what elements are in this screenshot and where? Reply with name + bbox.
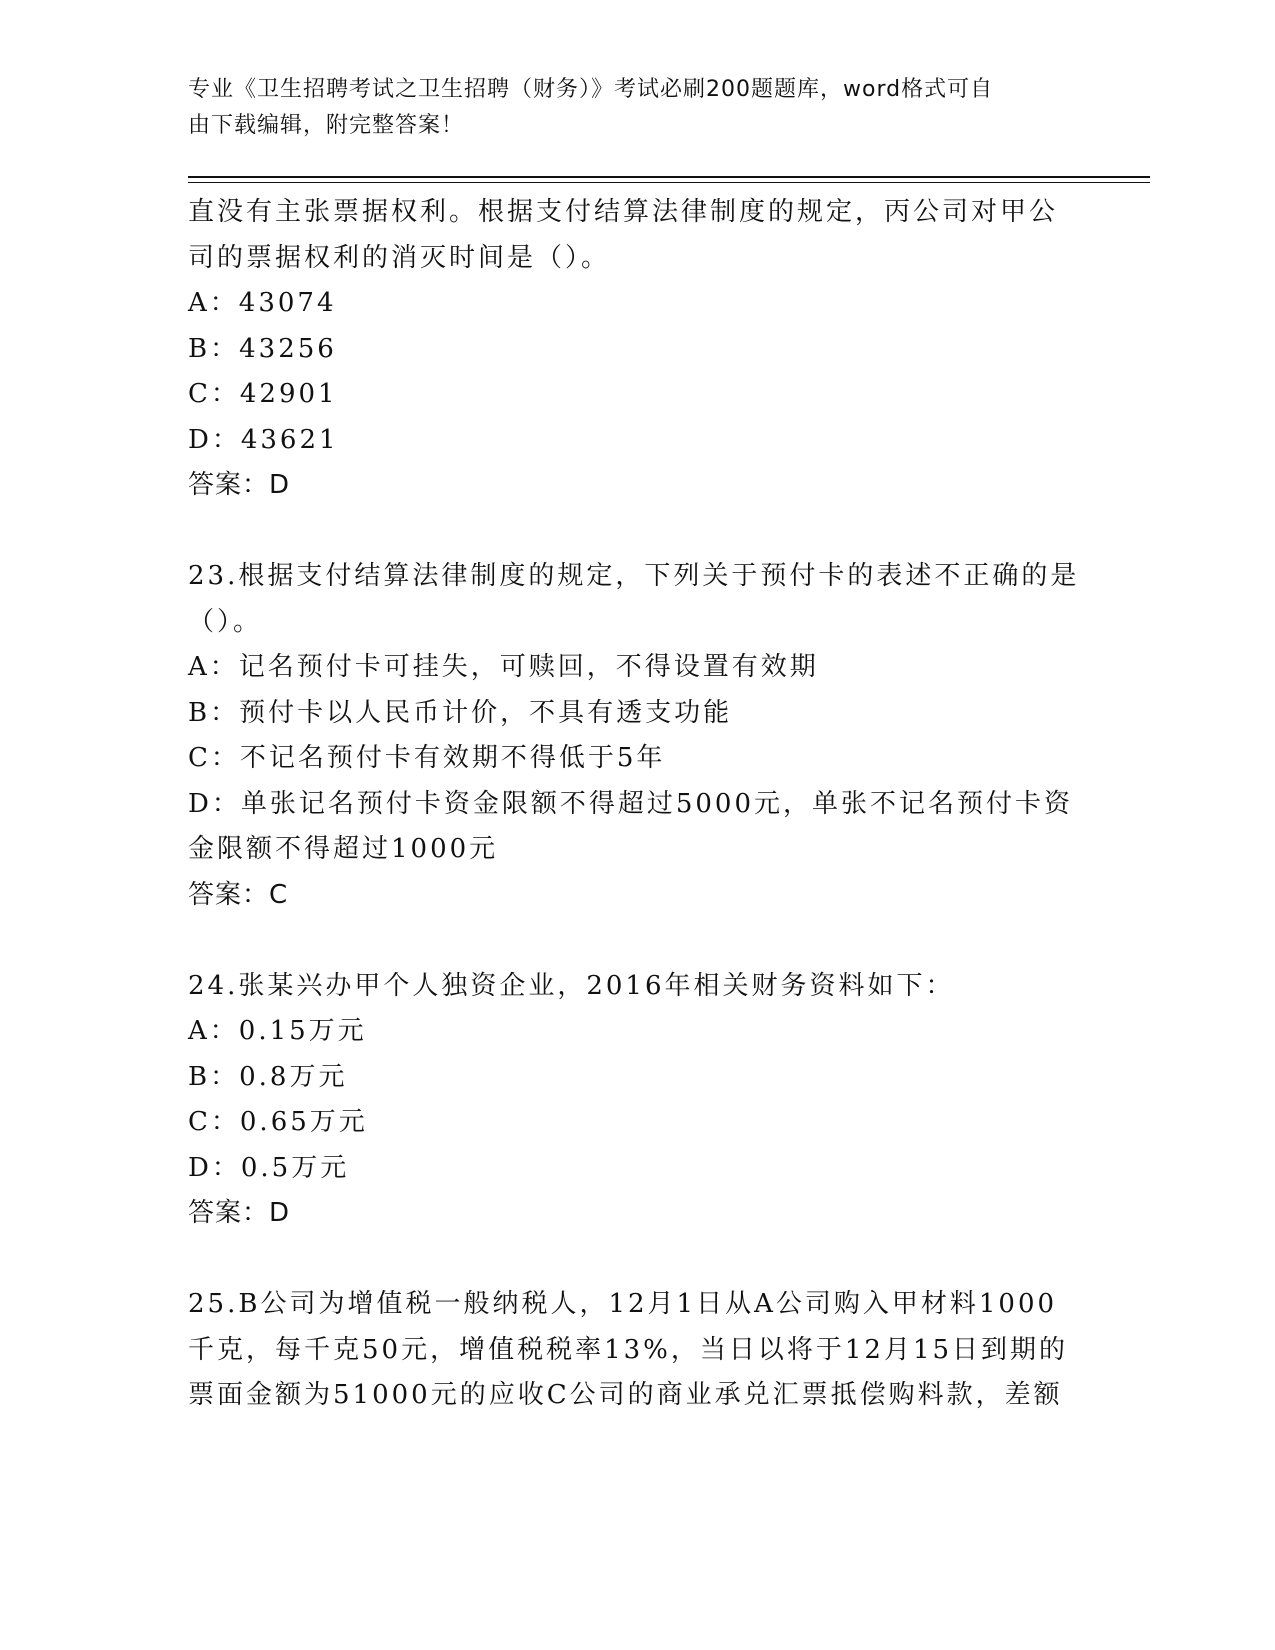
header-divider-thin: [188, 182, 1150, 183]
question-23-stem-line-2: （）。: [188, 606, 263, 637]
question-22-option-b: B：43256: [188, 333, 337, 364]
question-25-stem-line-2: 千克，每千克50元，增值税税率13%，当日以将于12月15日到期的: [188, 1334, 1069, 1365]
question-22-stem-line-1: 直没有主张票据权利。根据支付结算法律制度的规定，丙公司对甲公: [188, 197, 1059, 227]
question-25: [188, 1282, 1088, 1419]
question-22-option-c: C：42901: [188, 379, 338, 409]
header-line-2: 由下载编辑，附完整答案！: [188, 113, 465, 138]
question-23-answer: 答案：C: [188, 879, 289, 910]
header-line-1: 专业《卫生招聘考试之卫生招聘（财务）》考试必刷200题题库，word格式可自: [188, 77, 994, 102]
question-22-answer: 答案：D: [188, 470, 291, 500]
question-25-stem-line-3: 票面金额为51000元的应收C公司的商业承兑汇票抵偿购料款，差额: [188, 1380, 1063, 1410]
question-22: [188, 190, 1088, 509]
question-23-option-a: A：记名预付卡可挂失，可赎回，不得设置有效期: [188, 652, 819, 682]
question-22-stem-line-2: 司的票据权利的消灭时间是（）。: [188, 242, 611, 273]
question-23-option-b: B：预付卡以人民币计价，不具有透支功能: [188, 697, 733, 728]
question-24-stem-line-1: 24.张某兴办甲个人独资企业，2016年相关财务资料如下：: [188, 970, 955, 1001]
question-23: [188, 554, 1088, 918]
question-24: [188, 964, 1088, 1237]
question-24-option-c: C：0.65万元: [188, 1107, 368, 1137]
question-24-answer: 答案：D: [188, 1198, 291, 1228]
question-25-stem-line-1: 25.B公司为增值税一般纳税人，12月1日从A公司购入甲材料1000: [188, 1289, 1058, 1319]
question-24-option-d: D：0.5万元: [188, 1152, 350, 1183]
document-header: [188, 72, 1068, 144]
question-24-option-a: A：0.15万元: [188, 1016, 367, 1046]
question-23-option-d-line-2: 金限额不得超过1000元: [188, 834, 499, 864]
question-22-option-a: A：43074: [188, 288, 337, 318]
question-24-option-b: B：0.8万元: [188, 1061, 348, 1092]
question-23-option-d-line-1: D：单张记名预付卡资金限额不得超过5000元，单张不记名预付卡资: [188, 788, 1074, 819]
question-spacer: [188, 509, 1088, 555]
header-divider-thick: [188, 176, 1150, 178]
question-spacer: [188, 918, 1088, 964]
question-22-option-d: D：43621: [188, 424, 339, 455]
question-spacer: [188, 1237, 1088, 1283]
question-23-option-c: C：不记名预付卡有效期不得低于5年: [188, 743, 666, 773]
question-23-stem-line-1: 23.根据支付结算法律制度的规定，下列关于预付卡的表述不正确的是: [188, 561, 1080, 591]
question-list: [188, 190, 1088, 1419]
